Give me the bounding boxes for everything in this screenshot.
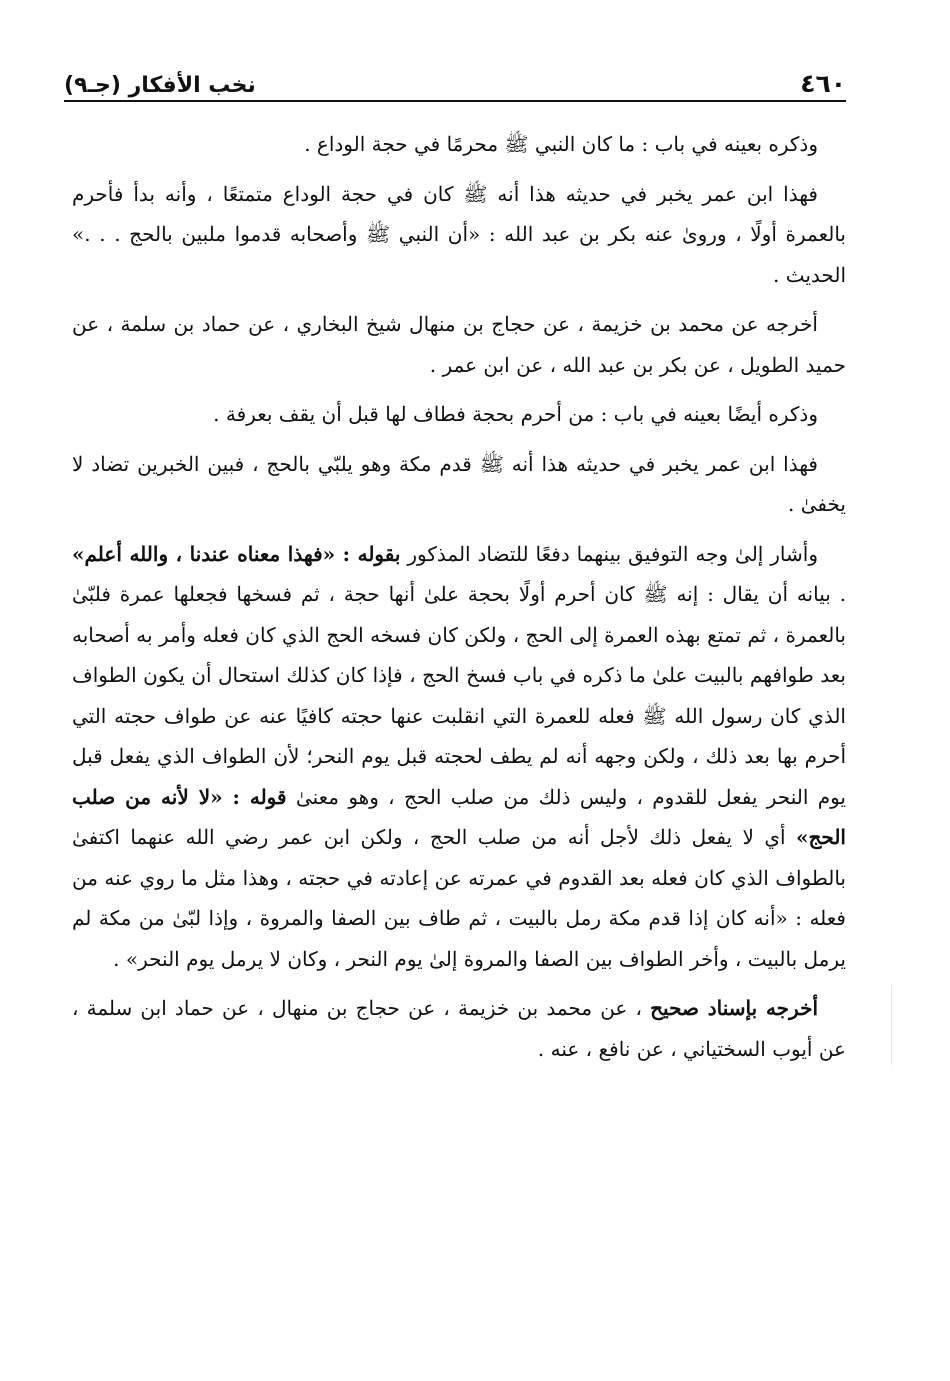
- paragraph-7: [72, 988, 846, 1069]
- quoted-phrase-bold-2: قوله : «لا لأنه من صلب الحج»: [72, 784, 846, 849]
- paragraph-6: [72, 534, 846, 980]
- page-header: [64, 52, 846, 98]
- paragraph-6-text-middle: . بيانه أن يقال : إنه ﷺ كان أحرم أولًا بحجة علىٰ أنها حجة ، ثم فسخها فجعلها عمرة فلبّىٰ بالعمرة ، ثم تمتع بهذه العمرة إلى الحج ، ولكن كان فسخه الحج الذي كان فعله وأمر به أصحابه بعد طوافهم بالبيت علىٰ ما ذكره في باب فسخ الحج ، فإذا كان كذلك استحال أن يكون الطواف الذي كان رسول الله ﷺ فعله للعمرة التي انقلبت عنها حجته كافيًا عنه عن طواف حجته التي أحرم بها بعد ذلك ، ولكن وجهه أنه لم يطف لحجته قبل يوم النحر؛ لأن الطواف الذي يفعل قبل يوم النحر يفعل للقدوم ، وليس ذلك من صلب الحج ، وهو معنىٰ: [72, 582, 846, 809]
- paragraph-7-text: ، عن محمد بن خزيمة ، عن حجاج بن منهال ، عن حماد ابن سلمة ، عن أيوب السختياني ، عن نافع ، عنه .: [72, 996, 846, 1061]
- paragraph-6-text-end: أي لا يفعل ذلك لأجل أنه من صلب الحج ، ولكن ابن عمر رضي الله عنهما اكتفىٰ بالطواف الذي كان فعله بعد القدوم في عمرته عن إعادته في حجته ، وهذا مثل ما روي عنه من فعله : «أنه كان إذا قدم مكة رمل بالبيت ، ثم طاف بين الصفا والمروة ، وإذا لبّىٰ من مكة لم يرمل بالبيت ، وأخر الطواف بين الصفا والمروة إلىٰ يوم النحر ، وكان لا يرمل يوم النحر» .: [72, 825, 846, 971]
- isnad-label-bold: أخرجه بإسناد صحيح: [650, 996, 818, 1020]
- paragraph-2: فهذا ابن عمر يخبر في حديثه هذا أنه ﷺ كان في حجة الوداع متمتعًا ، وأنه بدأ فأحرم بالعمرة أولًا ، وروىٰ عنه بكر بن عبد الله : «أن النبي ﷺ وأصحابه قدموا ملبين بالحج . . .» الحديث .: [72, 181, 846, 287]
- running-title: نخب الأفكار (جـ٩): [64, 73, 256, 98]
- page-number: ٤٦٠: [800, 69, 846, 98]
- paragraph-1: وذكره بعينه في باب : ما كان النبي ﷺ محرمًا في حجة الوداع .: [304, 132, 818, 156]
- paragraph-6-text-start: وأشار إلىٰ وجه التوفيق بينهما دفعًا للتضاد المذكور: [400, 541, 818, 566]
- paragraph-3: أخرجه عن محمد بن خزيمة ، عن حجاج بن منهال شيخ البخاري ، عن حماد بن سلمة ، عن حميد الطويل ، عن بكر بن عبد الله ، عن ابن عمر .: [72, 312, 846, 377]
- header-rule: [64, 100, 846, 102]
- quoted-phrase-bold: بقوله : «فهذا معناه عندنا ، والله أعلم»: [72, 541, 401, 566]
- paragraph-5: فهذا ابن عمر يخبر في حديثه هذا أنه ﷺ قدم مكة وهو يلبّي بالحج ، فبين الخبرين تضاد لا يخفىٰ .: [72, 451, 846, 516]
- margin-scan-mark: [891, 985, 892, 1065]
- page-body: [72, 124, 846, 1078]
- paragraph-4: وذكره أيضًا بعينه في باب : من أحرم بحجة فطاف لها قبل أن يقف بعرفة .: [213, 402, 818, 426]
